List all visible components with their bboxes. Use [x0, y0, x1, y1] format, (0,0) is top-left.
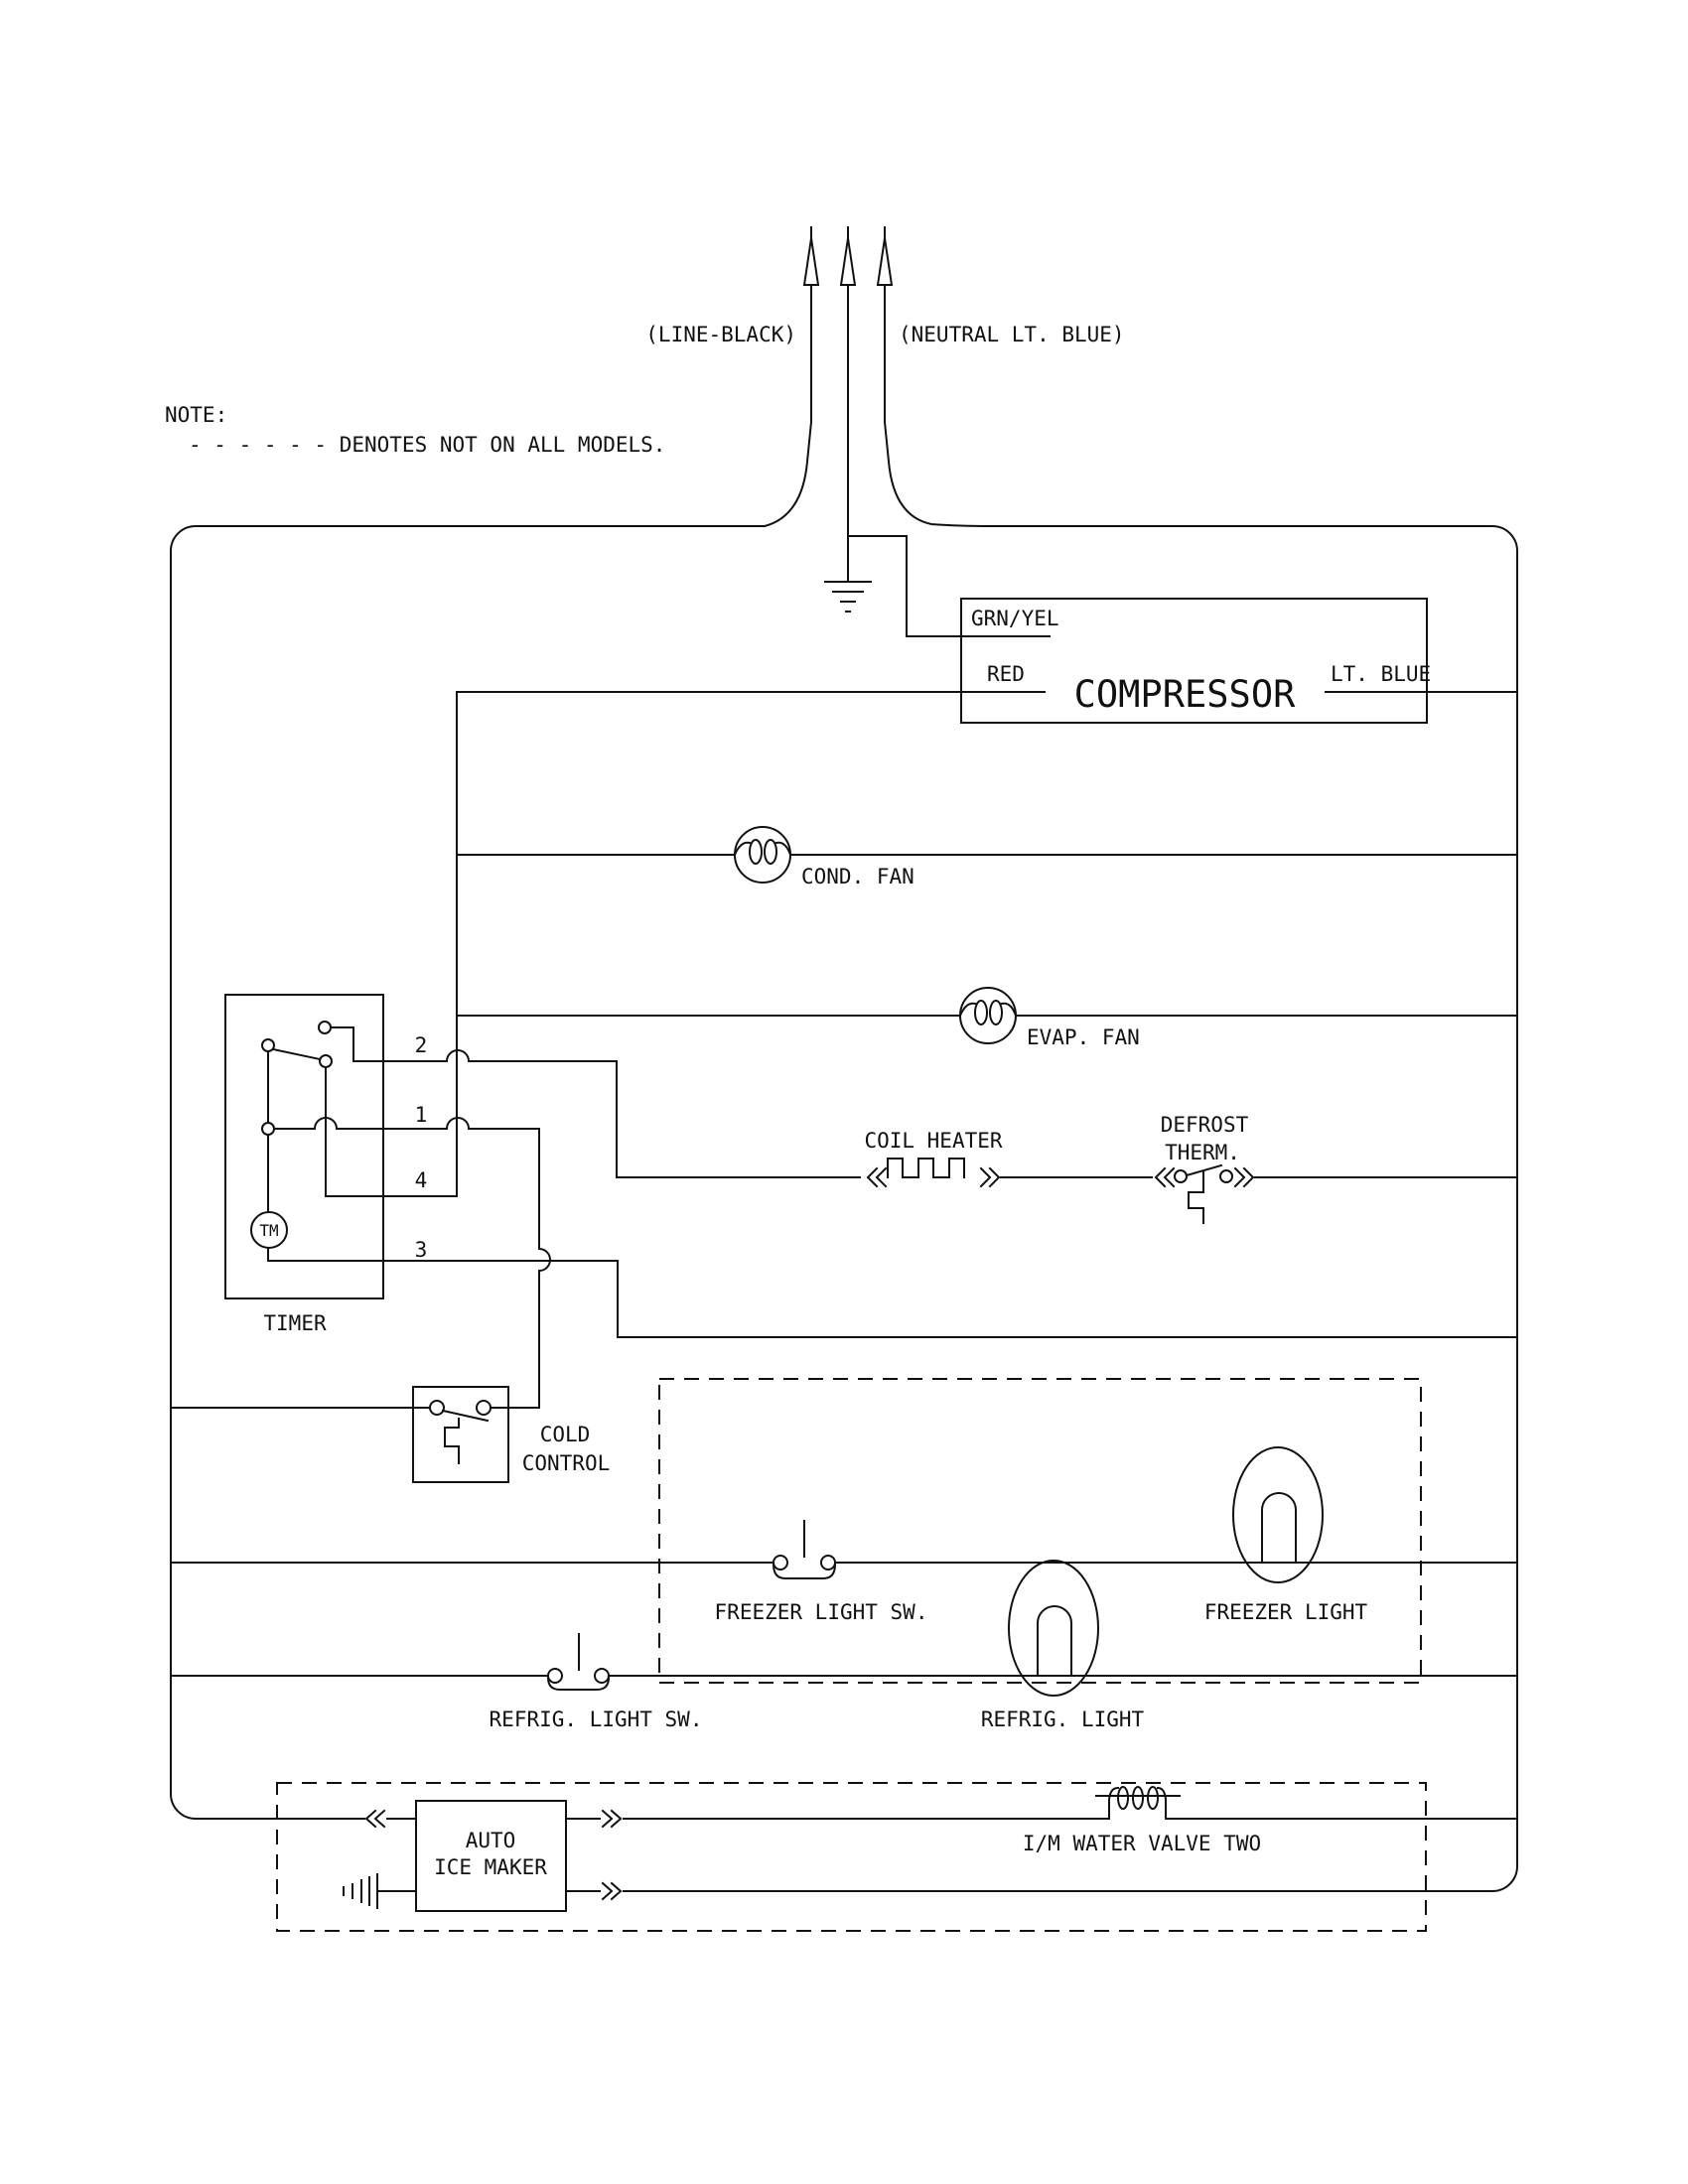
freezer-light-label: FREEZER LIGHT — [1203, 1600, 1368, 1624]
cold-control-contact-left — [430, 1401, 444, 1415]
ice-maker-connector-out-top-icon — [603, 1811, 621, 1827]
freezer-light-circuit — [171, 1379, 1517, 1683]
connector-right-icon — [981, 1168, 999, 1186]
timer-line4 — [326, 1067, 457, 1196]
line-black-arrowhead — [804, 227, 818, 285]
freezer-sw-contact-left — [774, 1556, 787, 1570]
evap-fan-label: EVAP. FAN — [1027, 1025, 1140, 1049]
cond-fan-motor-icon — [735, 827, 790, 883]
refrig-sw-contact-left — [548, 1669, 562, 1683]
lt-blue-label: LT. BLUE — [1331, 662, 1432, 686]
ice-maker-circuit — [277, 1783, 1517, 1931]
note-title: NOTE: — [165, 403, 228, 427]
timer-contact-2 — [319, 1022, 331, 1033]
refrig-sw-label: REFRIG. LIGHT SW. — [489, 1707, 703, 1731]
defrost-bimetal — [1189, 1172, 1203, 1223]
freezer-sw-contact-right — [821, 1556, 835, 1570]
compressor — [457, 536, 1517, 723]
refrig-light-label: REFRIG. LIGHT — [980, 1707, 1145, 1731]
timer-label: TIMER — [263, 1311, 327, 1335]
timer-terminal-4-label: 4 — [414, 1168, 428, 1192]
timer — [225, 995, 1517, 1408]
note-text: - - - - - - DENOTES NOT ON ALL MODELS. — [189, 433, 666, 457]
timer-line3 — [268, 1248, 1517, 1337]
refrig-light-circuit — [171, 1561, 1517, 1731]
timer-terminal-3-label: 3 — [414, 1238, 428, 1262]
timer-blade — [273, 1049, 320, 1059]
cold-control-label-1: COLD — [539, 1423, 591, 1446]
ice-maker-ground-icon — [344, 1874, 377, 1908]
defrost-connector-left-icon — [1156, 1168, 1174, 1186]
defrost-connector-right-icon — [1235, 1168, 1253, 1186]
timer-terminal-1-label: 1 — [414, 1103, 428, 1127]
water-valve-label: I/M WATER VALVE TWO — [1022, 1832, 1262, 1855]
note — [165, 403, 665, 457]
cond-fan — [457, 827, 1517, 888]
ground-wire-arrowhead — [841, 227, 855, 285]
neutral-arrowhead — [878, 227, 892, 285]
freezer-sw-label: FREEZER LIGHT SW. — [714, 1600, 928, 1624]
timer-line1 — [274, 1118, 550, 1408]
timer-line2 — [331, 1027, 617, 1176]
cold-control-blade — [443, 1411, 488, 1421]
freezer-sw-bracket — [774, 1565, 835, 1578]
line-black-wire — [765, 285, 811, 526]
coil-heater-label: COIL HEATER — [864, 1129, 1003, 1153]
cold-control-bimetal — [445, 1419, 459, 1463]
coil-heater-element-icon — [888, 1159, 964, 1177]
connector-left-icon — [868, 1168, 886, 1186]
refrig-sw-bracket — [548, 1678, 609, 1690]
neutral-wire — [885, 285, 993, 526]
earth-ground-icon — [825, 582, 871, 612]
cold-control-label-2: CONTROL — [521, 1451, 611, 1475]
cold-control-contact-right — [477, 1401, 491, 1415]
defrost-label-2: THERM. — [1165, 1141, 1240, 1164]
right-rail — [624, 526, 1517, 1891]
cold-control-box — [413, 1387, 508, 1482]
water-valve-coil-icon — [1096, 1787, 1180, 1819]
cond-fan-label: COND. FAN — [801, 865, 914, 888]
left-rail — [171, 526, 765, 1819]
red-label: RED — [987, 662, 1025, 686]
timer-terminal-2-label: 2 — [414, 1033, 428, 1057]
frame-rails — [171, 526, 1517, 1891]
defrost-contact-left — [1175, 1170, 1187, 1182]
ice-maker-connector-out-bottom-icon — [603, 1883, 621, 1899]
refrig-sw-contact-right — [595, 1669, 609, 1683]
compressor-label: COMPRESSOR — [1073, 673, 1296, 716]
evap-fan-motor-icon — [960, 988, 1016, 1043]
defrost-label-1: DEFROST — [1160, 1113, 1249, 1137]
neutral-label: (NEUTRAL LT. BLUE) — [899, 323, 1125, 346]
freezer-option-box — [659, 1379, 1421, 1683]
ice-maker-label-2: ICE MAKER — [434, 1855, 547, 1879]
grn-yel-label: GRN/YEL — [971, 607, 1059, 630]
timer-terminal-1 — [262, 1123, 274, 1135]
evap-fan — [457, 988, 1517, 1049]
power-entry — [645, 227, 1124, 612]
timer-motor-label: TM — [259, 1221, 279, 1240]
cold-control — [171, 1387, 610, 1482]
ice-maker-connector-in-icon — [366, 1811, 384, 1827]
defrost-heater-row — [617, 1113, 1517, 1223]
ice-maker-label-1: AUTO — [465, 1829, 516, 1852]
timer-box — [225, 995, 383, 1298]
defrost-contact-right — [1220, 1170, 1232, 1182]
line-black-label: (LINE-BLACK) — [645, 323, 796, 346]
timer-contact-4 — [320, 1055, 332, 1067]
